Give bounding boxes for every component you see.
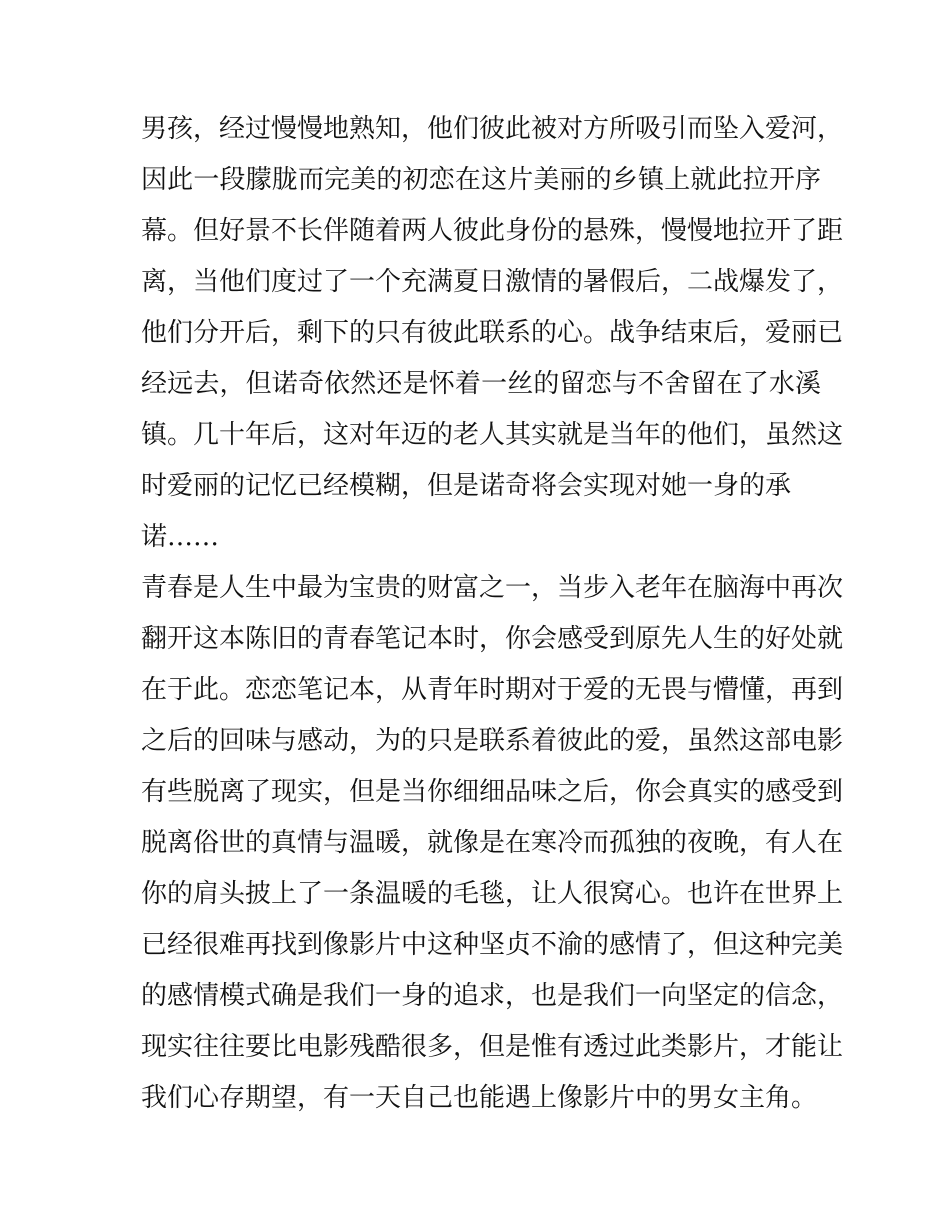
paragraph-2-line-10: 现实往往要比电影残酷很多，但是惟有透过此类影片，才能让 xyxy=(141,1032,844,1062)
paragraph-1-line-1: 男孩，经过慢慢地熟知，他们彼此被对方所吸引而坠入爱河， xyxy=(141,114,844,144)
paragraph-1-line-8: 时爱丽的记忆已经模糊，但是诺奇将会实现对她一身的承 xyxy=(141,471,792,501)
paragraph-2-line-7: 你的肩头披上了一条温暖的毛毯，让人很窝心。也许在世界上 xyxy=(141,879,844,909)
paragraph-1-line-4: 离，当他们度过了一个充满夏日激情的暑假后，二战爆发了， xyxy=(141,267,844,297)
paragraph-1-line-2: 因此一段朦胧而完美的初恋在这片美丽的乡镇上就此拉开序 xyxy=(141,165,821,195)
paragraph-1-line-7: 镇。几十年后，这对年迈的老人其实就是当年的他们，虽然这 xyxy=(141,420,844,450)
paragraph-2-line-6: 脱离俗世的真情与温暖，就像是在寒冷而孤独的夜晚，有人在 xyxy=(141,828,844,858)
paragraph-2-line-5: 有些脱离了现实，但是当你细细品味之后，你会真实的感受到 xyxy=(141,777,844,807)
paragraph-2 xyxy=(141,567,844,1128)
paragraph-2-line-2: 翻开这本陈旧的青春笔记本时，你会感受到原先人生的好处就 xyxy=(141,624,844,654)
paragraph-1-line-5: 他们分开后，剩下的只有彼此联系的心。战争结束后，爱丽已 xyxy=(141,318,844,348)
paragraph-2-line-9: 的感情模式确是我们一身的追求，也是我们一向坚定的信念， xyxy=(141,981,844,1011)
paragraph-2-line-8: 已经很难再找到像影片中这种坚贞不渝的感情了，但这种完美 xyxy=(141,930,844,960)
paragraph-2-line-1: 青春是人生中最为宝贵的财富之一，当步入老年在脑海中再次 xyxy=(141,573,844,603)
paragraph-1-line-6: 经远去，但诺奇依然还是怀着一丝的留恋与不舍留在了水溪 xyxy=(141,369,821,399)
paragraph-2-line-4: 之后的回味与感动，为的只是联系着彼此的爱，虽然这部电影 xyxy=(141,726,844,756)
paragraph-1-line-9: 诺…… xyxy=(141,522,220,552)
paragraph-1-line-3: 幕。但好景不长伴随着两人彼此身份的悬殊，慢慢地拉开了距 xyxy=(141,216,844,246)
paragraph-1 xyxy=(141,108,844,567)
document-body xyxy=(141,108,844,1128)
paragraph-2-line-11: 我们心存期望，有一天自己也能遇上像影片中的男女主角。 xyxy=(141,1083,818,1113)
paragraph-2-line-3: 在于此。恋恋笔记本，从青年时期对于爱的无畏与懵懂，再到 xyxy=(141,675,844,705)
